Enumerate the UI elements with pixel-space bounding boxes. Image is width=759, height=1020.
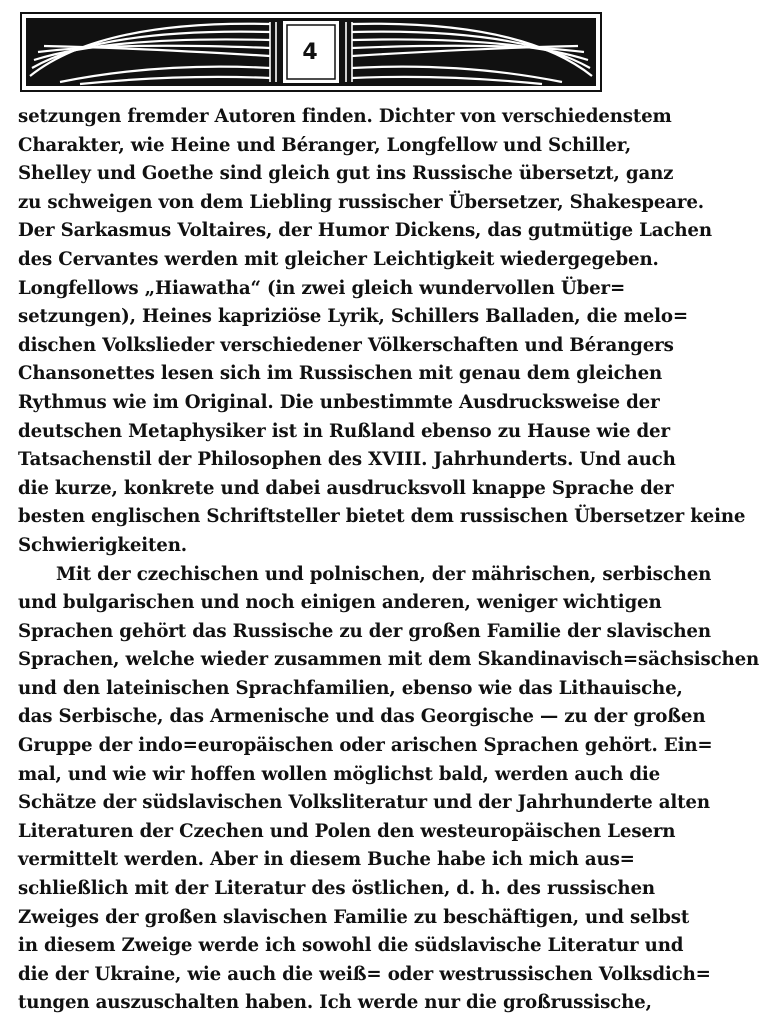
text-line: die der Ukraine, wie auch die weiß= oder westrussischen Volksdich=	[18, 963, 711, 985]
text-line: Charakter, wie Heine und Béranger, Longfellow und Schiller,	[18, 134, 632, 156]
text-line: Chansonettes lesen sich im Russischen mit genau dem gleichen	[18, 363, 663, 385]
text-line: und den lateinischen Sprachfamilien, ebenso wie das Lithauische,	[18, 677, 683, 699]
text-line: und bulgarischen und noch einigen anderen, weniger wichtigen	[18, 592, 662, 614]
text-line: besten englischen Schriftsteller bietet dem russischen Übersetzer keine	[18, 506, 746, 528]
text-line: Zweiges der großen slavischen Familie zu beschäftigen, und selbst	[18, 906, 690, 928]
text-line: deutschen Metaphysiker ist in Rußland ebenso zu Hause wie der	[18, 420, 670, 442]
text-line: schließlich mit der Literatur des östlichen, d. h. des russischen	[18, 878, 655, 900]
body-text	[18, 103, 759, 1018]
text-line: Shelley und Goethe sind gleich gut ins Russische übersetzt, ganz	[18, 163, 674, 185]
text-line: Sprachen, welche wieder zusammen mit dem Skandinavisch=sächsischen	[18, 649, 759, 671]
text-line: des Cervantes werden mit gleicher Leichtigkeit wiedergegeben.	[18, 248, 659, 270]
text-line: tungen auszuschalten haben. Ich werde nur die großrussische,	[18, 992, 652, 1014]
text-line: das Serbische, das Armenische und das Georgische — zu der großen	[18, 706, 706, 728]
text-line: mal, und wie wir hoffen wollen möglichst bald, werden auch die	[18, 763, 661, 785]
text-line: setzungen), Heines kapriziöse Lyrik, Schillers Balladen, die melo=	[18, 306, 688, 328]
page-number: 4	[302, 39, 318, 65]
text-line: Schwierigkeiten.	[18, 534, 187, 556]
text-line: Literaturen der Czechen und Polen den westeuropäischen Lesern	[18, 820, 676, 842]
text-line: in diesem Zweige werde ich sowohl die südslavische Literatur und	[18, 935, 684, 957]
text-line: setzungen fremder Autoren finden. Dichter von verschiedenstem	[18, 106, 672, 127]
text-line: Sprachen gehört das Russische zu der großen Familie der slavischen	[18, 620, 711, 642]
text-line: zu schweigen von dem Liebling russischer Übersetzer, Shakespeare.	[18, 191, 704, 213]
text-line: Gruppe der indo=europäischen oder arischen Sprachen gehört. Ein=	[18, 735, 713, 757]
text-line: Der Sarkasmus Voltaires, der Humor Dickens, das gutmütige Lachen	[18, 220, 712, 242]
text-line: Tatsachenstil der Philosophen des XVIII. Jahrhunderts. Und auch	[18, 449, 676, 471]
text-line: die kurze, konkrete und dabei ausdrucksvoll knappe Sprache der	[18, 477, 674, 499]
text-line: dischen Volkslieder verschiedener Völkerschaften und Bérangers	[18, 334, 674, 356]
text-line: vermittelt werden. Aber in diesem Buche habe ich mich aus=	[18, 849, 635, 871]
text-line: Schätze der südslavischen Volksliteratur und der Jahrhunderte alten	[18, 792, 710, 814]
text-line: Longfellows „Hiawatha“ (in zwei gleich wundervollen Über=	[18, 277, 626, 299]
ornamental-header	[20, 12, 602, 92]
paragraph-first-line: Mit der czechischen und polnischen, der mährischen, serbischen	[56, 563, 712, 585]
text-line: Rythmus wie im Original. Die unbestimmte Ausdrucksweise der	[18, 391, 660, 413]
